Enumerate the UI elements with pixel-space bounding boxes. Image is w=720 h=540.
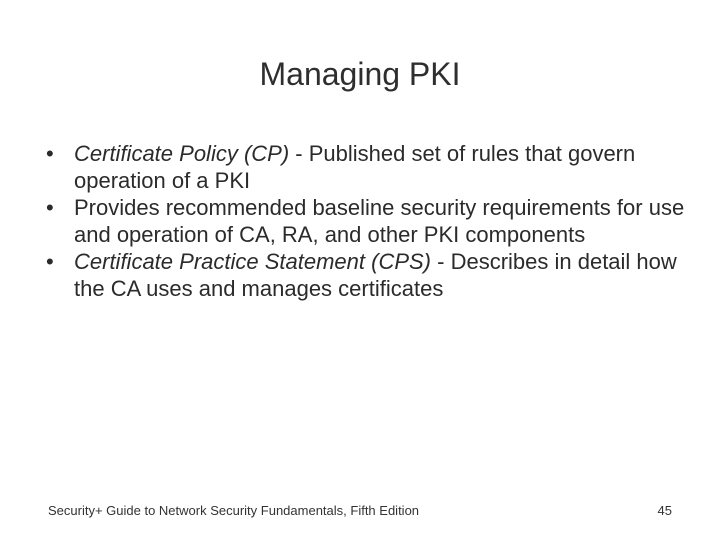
bullet-symbol: • (46, 195, 54, 220)
footer-book-title: Security+ Guide to Network Security Fundamentals, Fifth Edition (48, 503, 420, 518)
bullet-symbol: • (46, 249, 54, 274)
bullet-symbol: • (46, 141, 54, 166)
bullet-item-certificate-practice-statement (46, 248, 686, 302)
bullet-text: - Published set of rules that govern operation of a PKI (74, 141, 636, 193)
bullet-list (46, 140, 686, 302)
bullet-item-certificate-policy (46, 140, 686, 194)
bullet-text: - Describes in detail how the CA uses and manages certificates (74, 249, 677, 301)
bullet-term: Certificate Policy (CP) (74, 141, 290, 166)
footer-page-number: 45 (657, 503, 672, 518)
slide-title: Managing PKI (259, 56, 461, 92)
bullet-term: Certificate Practice Statement (CPS) (74, 249, 432, 274)
bullet-text: Provides recommended baseline security requirements for use and operation of CA, RA, and other PKI components (74, 195, 685, 247)
bullet-item-baseline-security (46, 194, 686, 248)
